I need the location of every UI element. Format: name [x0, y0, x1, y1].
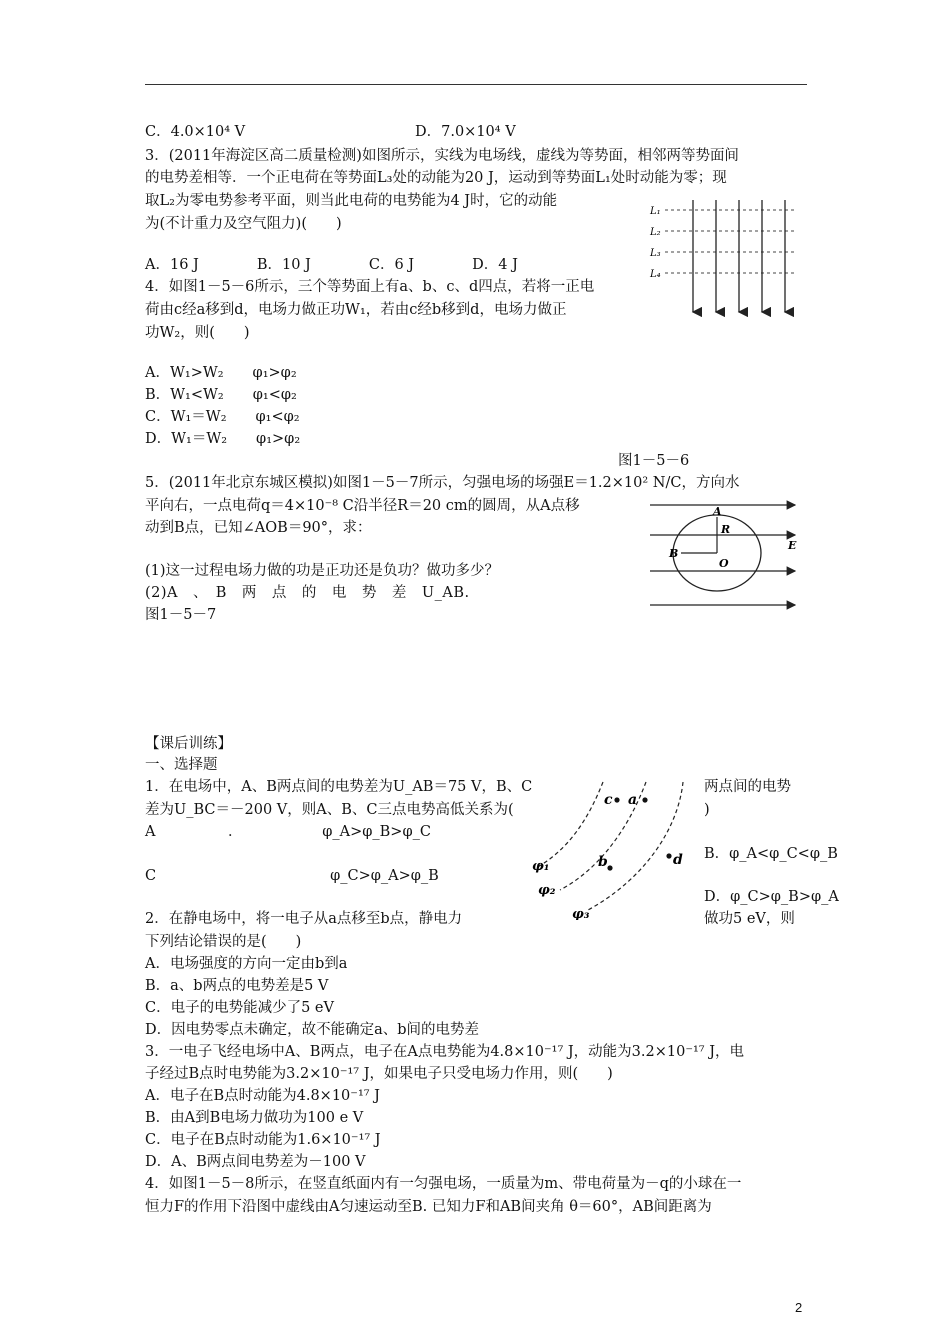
- ac-q2-line-2: 下列结论错误的是( ): [145, 934, 302, 950]
- ac-q1-option-c: C φ_C>φ_A>φ_B: [145, 868, 439, 884]
- ac-q3-option-b: B．由A到B电场力做功为100 e V: [145, 1110, 364, 1126]
- q3-line-1: 3．(2011年海淀区高二质量检测)如图所示，实线为电场线，虚线为等势面，相邻两等势面间: [145, 148, 739, 164]
- q3-line-3: 取L₂为零电势参考平面，则当此电荷的电势能为4 J时，它的动能: [145, 193, 558, 209]
- q4-option-d: D．W₁＝W₂ φ₁>φ₂: [145, 431, 301, 447]
- ac-q4-line-2: 恒力F的作用下沿图中虚线由A匀速运动至B. 已知力F和AB间夹角 θ＝60°，AB间距离为: [145, 1199, 712, 1215]
- ac-q2-option-d: D．因电势零点未确定，故不能确定a、b间的电势差: [145, 1022, 480, 1038]
- ac-q1-label-phi2: φ₂: [538, 883, 556, 898]
- q3-label-l2: L₂: [650, 227, 661, 238]
- ac-q1-point-b: [607, 865, 612, 870]
- q3-line-4: 为(不计重力及空气阻力)( ): [145, 216, 342, 232]
- q3-line-2: 的电势差相等．一个正电荷在等势面L₃处的动能为20 J，运动到等势面L₁处时动能为零；现: [145, 170, 727, 186]
- q5-sub-1: (1)这一过程电场力做的功是正功还是负功？做功多少？: [145, 563, 500, 579]
- q3-label-l4: L₄: [650, 269, 661, 280]
- ac-q2-line-1: 2．在静电场中，将一电子从a点移至b点，静电力: [145, 911, 463, 927]
- ac-q1-option-b: B．φ_A<φ_C<φ_B: [704, 846, 838, 862]
- header-rule: [145, 84, 807, 85]
- q3-figure: [645, 196, 805, 324]
- ac-q1-label-b: b: [598, 854, 608, 870]
- ac-q1-point-c: [614, 797, 619, 802]
- ac-q1-label-d: d: [673, 852, 683, 868]
- ac-q1-label-phi1: φ₁: [532, 859, 550, 874]
- ac-q2-option-b: B．a、b两点的电势差是5 V: [145, 978, 329, 994]
- ac-q1-label-c: c: [604, 792, 613, 808]
- q3-label-l1: L₁: [650, 206, 661, 217]
- q4-line-1: 4．如图1－5－6所示，三个等势面上有a、b、c、d四点，若将一正电: [145, 279, 595, 295]
- ac-q1-equipotential-1: [536, 782, 603, 868]
- ac-q1-label-a: a: [628, 792, 638, 808]
- q5-label-o: O: [719, 557, 729, 570]
- ac-q2-option-a: A．电场强度的方向一定由b到a: [145, 956, 348, 972]
- ac-q1-line-1-right: 两点间的电势: [704, 779, 791, 795]
- ac-q1-line-2-right: ): [704, 802, 710, 818]
- ac-q1-point-a: [642, 797, 647, 802]
- q4-line-3: 功W₂，则( ): [145, 325, 250, 341]
- q2-option-c: C．4.0×10⁴ V: [145, 124, 246, 140]
- ac-q1-line-1: 1．在电场中，A、B两点间的电势差为U_AB＝75 V，B、C: [145, 779, 533, 795]
- ac-q2-option-c: C．电子的电势能减少了5 eV: [145, 1000, 334, 1016]
- ac-q3-line-1: 3．一电子飞经电场中A、B两点，电子在A点电势能为4.8×10⁻¹⁷ J，动能为3.2×10⁻¹⁷ J，电: [145, 1044, 745, 1060]
- ac-q3-option-c: C．电子在B点时动能为1.6×10⁻¹⁷ J: [145, 1132, 381, 1148]
- q4-line-2: 荷由c经a移到d，电场力做正功W₁，若由c经b移到d，电场力做正: [145, 302, 567, 318]
- q5-line-3: 动到B点，已知∠AOB＝90°，求：: [145, 520, 372, 536]
- ac-q1-label-phi3: φ₃: [572, 907, 590, 920]
- q5-label-e: E: [788, 539, 797, 552]
- ac-q1-option-a: A ． φ_A>φ_B>φ_C: [145, 824, 431, 840]
- section-title: 【课后训练】: [145, 736, 232, 752]
- q5-label-r: R: [721, 523, 731, 536]
- ac-q4-line-1: 4．如图1－5－8所示，在竖直纸面内有一匀强电场，一质量为m、带电荷量为－q的小球在一: [145, 1176, 742, 1192]
- q5-sub-2: (2)A 、 B 两 点 的 电 势 差 U_AB.: [145, 585, 470, 601]
- ac-q1-point-d: [666, 853, 671, 858]
- ac-q3-line-2: 子经过B点时电势能为3.2×10⁻¹⁷ J，如果电子只受电场力作用，则( ): [145, 1066, 613, 1082]
- q5-label-a: A: [713, 505, 722, 518]
- ac-q1-option-d: D．φ_C>φ_B>φ_A: [704, 889, 839, 905]
- ac-q1-figure: [528, 770, 698, 920]
- section-subtitle: 一、选择题: [145, 757, 218, 773]
- q5-label-b: B: [669, 547, 679, 560]
- ac-q2-line-1-right: 做功5 eV，则: [704, 911, 795, 927]
- ac-q3-option-a: A．电子在B点时动能为4.8×10⁻¹⁷ J: [145, 1088, 380, 1104]
- q2-option-d: D．7.0×10⁴ V: [415, 124, 516, 140]
- q3-label-l3: L₃: [650, 248, 661, 259]
- q4-option-a: A．W₁>W₂ φ₁>φ₂: [145, 365, 297, 381]
- q5-line-1: 5．(2011年北京东城区模拟)如图1－5－7所示，匀强电场的场强E＝1.2×10² N/C，方向水: [145, 475, 740, 491]
- q5-figure: [645, 495, 805, 615]
- q4-option-c: C．W₁＝W₂ φ₁<φ₂: [145, 409, 300, 425]
- q4-figure-caption: 图1－5－6: [618, 453, 690, 469]
- page-number: 2: [795, 1300, 803, 1315]
- q5-figure-caption: 图1－5－7: [145, 607, 217, 623]
- ac-q1-line-2: 差为U_BC＝－200 V，则A、B、C三点电势高低关系为(: [145, 802, 514, 818]
- q3-options: A．16 J B．10 J C．6 J D．4 J: [145, 257, 518, 273]
- q4-option-b: B．W₁<W₂ φ₁<φ₂: [145, 387, 297, 403]
- ac-q3-option-d: D．A、B两点间电势差为－100 V: [145, 1154, 366, 1170]
- q5-line-2: 平向右，一点电荷q＝4×10⁻⁸ C沿半径R＝20 cm的圆周，从A点移: [145, 498, 580, 514]
